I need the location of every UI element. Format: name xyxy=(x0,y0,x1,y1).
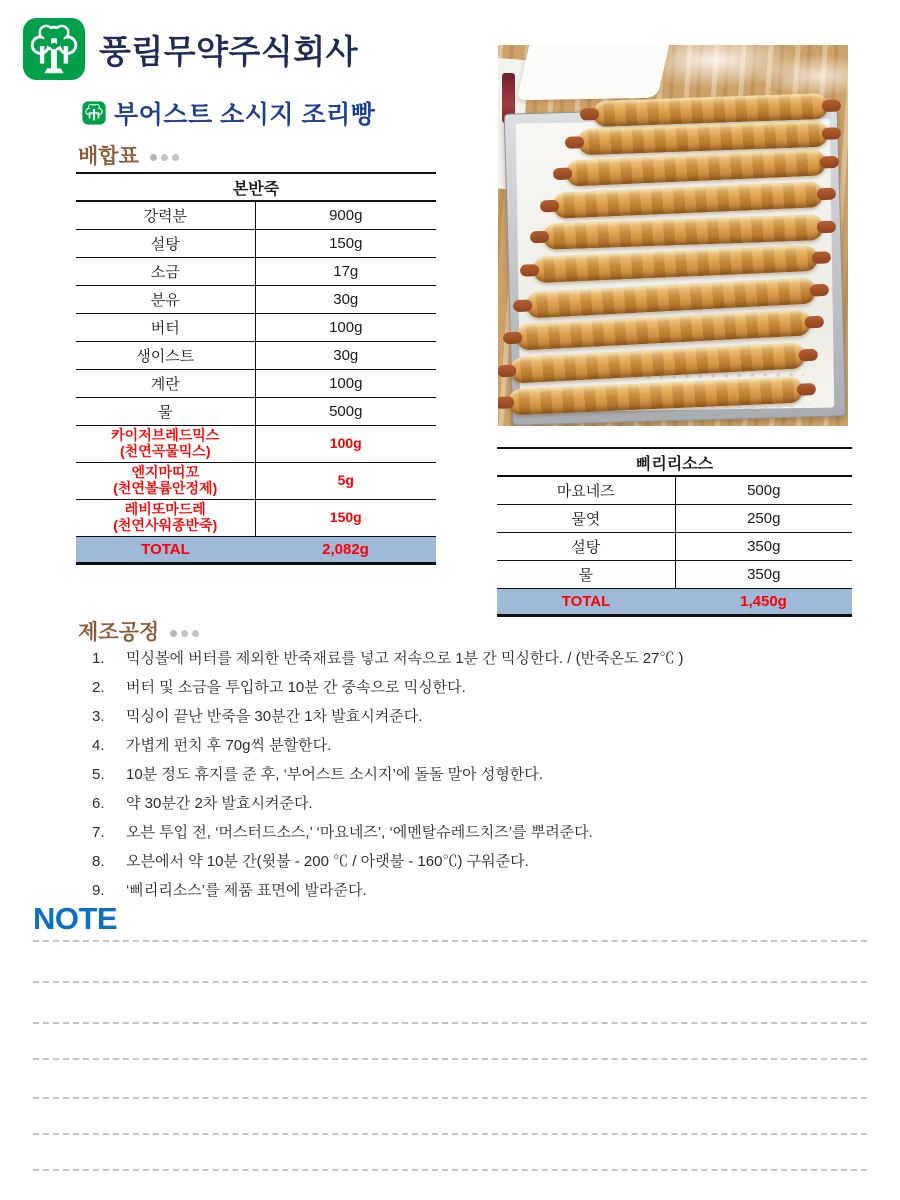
process-step xyxy=(92,765,862,784)
process-steps-list xyxy=(92,649,862,910)
process-step xyxy=(92,852,862,871)
ingredient-name: 카이저브레드믹스 xyxy=(111,426,220,443)
ingredient-name-cell xyxy=(76,425,255,462)
ingredient-amount-cell: 30g xyxy=(255,341,436,369)
table-row xyxy=(497,560,852,588)
ingredient-name: 물 xyxy=(578,566,593,584)
step-text: 오븐 투입 전, ‘머스터드소스,’ ‘마요네즈’, ‘에멘탈슈레드치즈’를 뿌려준다. xyxy=(126,824,593,841)
table-row xyxy=(497,476,852,504)
table-row xyxy=(76,257,436,285)
ingredient-name-cell xyxy=(76,462,255,499)
dough-table-body xyxy=(76,201,436,563)
ingredient-amount-cell: 250g xyxy=(675,504,852,532)
table-row xyxy=(76,499,436,536)
ingredient-name-subtitle: (천연곡물믹스) xyxy=(120,442,211,459)
process-step xyxy=(92,736,862,755)
dough-ingredients-table xyxy=(76,172,436,565)
note-dashed-line xyxy=(33,1133,867,1135)
ingredient-name: 버터 xyxy=(150,319,180,337)
ingredient-amount-cell: 350g xyxy=(675,560,852,588)
ingredient-name-cell xyxy=(76,341,255,369)
ingredient-amount-cell: 500g xyxy=(255,397,436,425)
step-number: 5. xyxy=(92,766,105,783)
process-step xyxy=(92,707,862,726)
photo-white-container xyxy=(517,45,672,100)
note-dashed-line xyxy=(33,981,867,983)
document-title-row xyxy=(82,95,375,131)
process-section-heading xyxy=(78,616,199,646)
note-dashed-line xyxy=(33,1058,867,1060)
table-row xyxy=(76,229,436,257)
step-text: 가볍게 펀치 후 70g씩 분할한다. xyxy=(126,737,332,754)
table-row xyxy=(76,313,436,341)
ingredient-name: 분유 xyxy=(150,291,180,309)
table-row xyxy=(76,201,436,229)
ingredient-name-cell xyxy=(76,369,255,397)
ingredient-name-cell xyxy=(76,229,255,257)
total-label-cell: TOTAL xyxy=(497,588,675,615)
table-row xyxy=(497,504,852,532)
step-number: 7. xyxy=(92,824,105,841)
formula-heading-label: 배합표 xyxy=(78,143,139,168)
ingredient-name-cell xyxy=(76,285,255,313)
ingredient-name: 소금 xyxy=(150,263,180,281)
step-text: 오븐에서 약 10분 간(윗불 - 200 ℃ / 아랫불 - 160℃) 구워준다. xyxy=(126,853,529,870)
ingredient-name-subtitle: (천연볼륨안정제) xyxy=(113,479,218,496)
process-step xyxy=(92,794,862,813)
step-number: 2. xyxy=(92,679,105,696)
heading-dots xyxy=(150,154,179,161)
ingredient-name: 생이스트 xyxy=(136,347,195,365)
ingredient-name-cell xyxy=(76,257,255,285)
total-row xyxy=(76,536,436,563)
table-row xyxy=(76,462,436,499)
ingredient-name: 엔지마띠꼬 xyxy=(131,463,200,480)
ingredient-name: 레비또마드레 xyxy=(124,500,206,517)
ingredient-amount-cell: 350g xyxy=(675,532,852,560)
ingredient-name: 강력분 xyxy=(143,207,187,225)
ingredient-name: 물 xyxy=(158,403,173,421)
ingredient-name-cell xyxy=(76,313,255,341)
ingredient-amount-cell: 500g xyxy=(675,476,852,504)
sausage-bread-photo xyxy=(498,45,848,426)
note-dashed-line xyxy=(33,1097,867,1099)
step-number: 4. xyxy=(92,737,105,754)
ingredient-name-cell xyxy=(497,532,675,560)
total-value-cell: 2,082g xyxy=(255,536,436,563)
sauce-table-body xyxy=(497,476,852,615)
process-step xyxy=(92,678,862,697)
ingredient-name-cell xyxy=(76,397,255,425)
dough-table-header: 본반죽 xyxy=(76,173,436,201)
table-row xyxy=(76,397,436,425)
ingredient-amount-cell: 900g xyxy=(255,201,436,229)
total-row xyxy=(497,588,852,615)
sauce-table-header: 삐리리소스 xyxy=(497,448,852,476)
ingredient-amount-cell: 30g xyxy=(255,285,436,313)
ingredient-name-cell xyxy=(76,499,255,536)
ingredient-name: 물엿 xyxy=(571,510,601,528)
ingredient-name: 설탕 xyxy=(571,538,601,556)
ingredient-amount-cell: 100g xyxy=(255,369,436,397)
step-text: 10분 정도 휴지를 준 후, ‘부어스트 소시지’에 돌돌 말아 성형한다. xyxy=(126,766,543,783)
heading-dots xyxy=(170,630,199,637)
note-dashed-line xyxy=(33,1169,867,1171)
ingredient-amount-cell: 100g xyxy=(255,425,436,462)
sauce-ingredients-table xyxy=(497,447,852,617)
table-row xyxy=(76,425,436,462)
step-text: 믹싱볼에 버터를 제외한 반죽재료를 넣고 저속으로 1분 간 믹싱한다. / (반죽온도 27℃ ) xyxy=(126,650,684,667)
total-value-cell: 1,450g xyxy=(675,588,852,615)
process-heading-label: 제조공정 xyxy=(78,619,160,644)
company-tree-logo-icon xyxy=(22,17,86,81)
ingredient-name-cell xyxy=(76,201,255,229)
ingredient-name: 설탕 xyxy=(150,235,180,253)
table-row xyxy=(497,532,852,560)
process-step xyxy=(92,881,862,900)
step-text: 버터 및 소금을 투입하고 10분 간 중속으로 믹싱한다. xyxy=(126,679,466,696)
ingredient-name-cell xyxy=(497,560,675,588)
ingredient-amount-cell: 150g xyxy=(255,229,436,257)
process-step xyxy=(92,649,862,668)
ingredient-name: 마요네즈 xyxy=(556,482,615,500)
table-row xyxy=(76,341,436,369)
table-row xyxy=(76,369,436,397)
step-text: 약 30분간 2차 발효시켜준다. xyxy=(126,795,313,812)
ingredient-name-cell xyxy=(497,504,675,532)
step-number: 1. xyxy=(92,650,105,667)
ingredient-amount-cell: 5g xyxy=(255,462,436,499)
note-dashed-line xyxy=(33,940,867,942)
page-title: 부어스트 소시지 조리빵 xyxy=(114,101,376,129)
title-tree-icon xyxy=(82,101,106,125)
ingredient-name-subtitle: (천연사워종반죽) xyxy=(113,516,218,533)
ingredient-amount-cell: 17g xyxy=(255,257,436,285)
company-name: 풍림무약주식회사 xyxy=(99,33,359,70)
step-number: 8. xyxy=(92,853,105,870)
step-text: 믹싱이 끝난 반죽을 30분간 1차 발효시켜준다. xyxy=(126,708,423,725)
table-row xyxy=(76,285,436,313)
total-label-cell: TOTAL xyxy=(76,536,255,563)
note-heading: NOTE xyxy=(33,901,118,936)
formula-section-heading xyxy=(78,140,179,170)
step-number: 6. xyxy=(92,795,105,812)
step-number: 3. xyxy=(92,708,105,725)
note-dashed-line xyxy=(33,1022,867,1024)
ingredient-amount-cell: 100g xyxy=(255,313,436,341)
ingredient-name-cell xyxy=(497,476,675,504)
step-text: ‘삐리리소스’를 제품 표면에 발라준다. xyxy=(126,882,367,899)
process-step xyxy=(92,823,862,842)
ingredient-amount-cell: 150g xyxy=(255,499,436,536)
step-number: 9. xyxy=(92,882,105,899)
ingredient-name: 계란 xyxy=(150,375,180,393)
